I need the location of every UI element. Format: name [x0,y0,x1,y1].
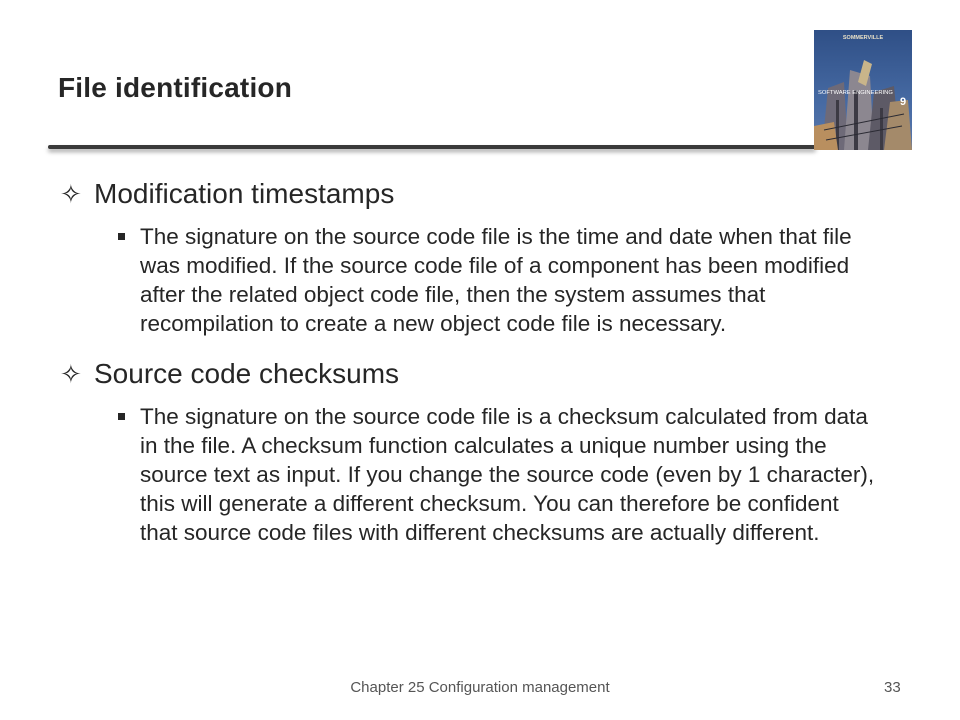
book-author: SOMMERVILLE [842,35,884,41]
bullet-detail: The signature on the source code file is the time and date when that file was modified. If the source code file of a component has been modified after the related object code file, then the system assumes that recompilation to create a new object code file is necessary. [140,224,852,336]
sub-bullet-source-code-checksums [118,402,880,547]
page-number: 33 [884,679,901,696]
slide-content [58,176,898,565]
book-cover-image [814,30,912,150]
bullet-heading: Modification timestamps [94,178,395,209]
title-divider [48,145,816,149]
sub-bullet-modification-timestamps [118,222,880,338]
slide-title: File identification [58,72,293,103]
square-bullet-icon [118,233,125,240]
four-point-star-outline-icon: ✧ [60,359,82,389]
square-bullet-icon [118,413,125,420]
book-title: SOFTWARE ENGINEERING [818,90,893,96]
bullet-heading: Source code checksums [94,358,400,389]
slide-footer: Chapter 25 Configuration management [350,679,610,696]
book-edition: 9 [900,96,907,108]
four-point-star-outline-icon: ✧ [60,179,82,209]
bullet-detail: The signature on the source code file is a checksum calculated from data in the file. A checksum function calculates a unique number using the source text as input. If you change the source code (even by 1 character), this will generate a different checksum. You can therefore be confident that source code files with different checksums are actually different. [140,404,875,545]
bullet-source-code-checksums [58,356,898,392]
bullet-modification-timestamps [58,176,898,212]
